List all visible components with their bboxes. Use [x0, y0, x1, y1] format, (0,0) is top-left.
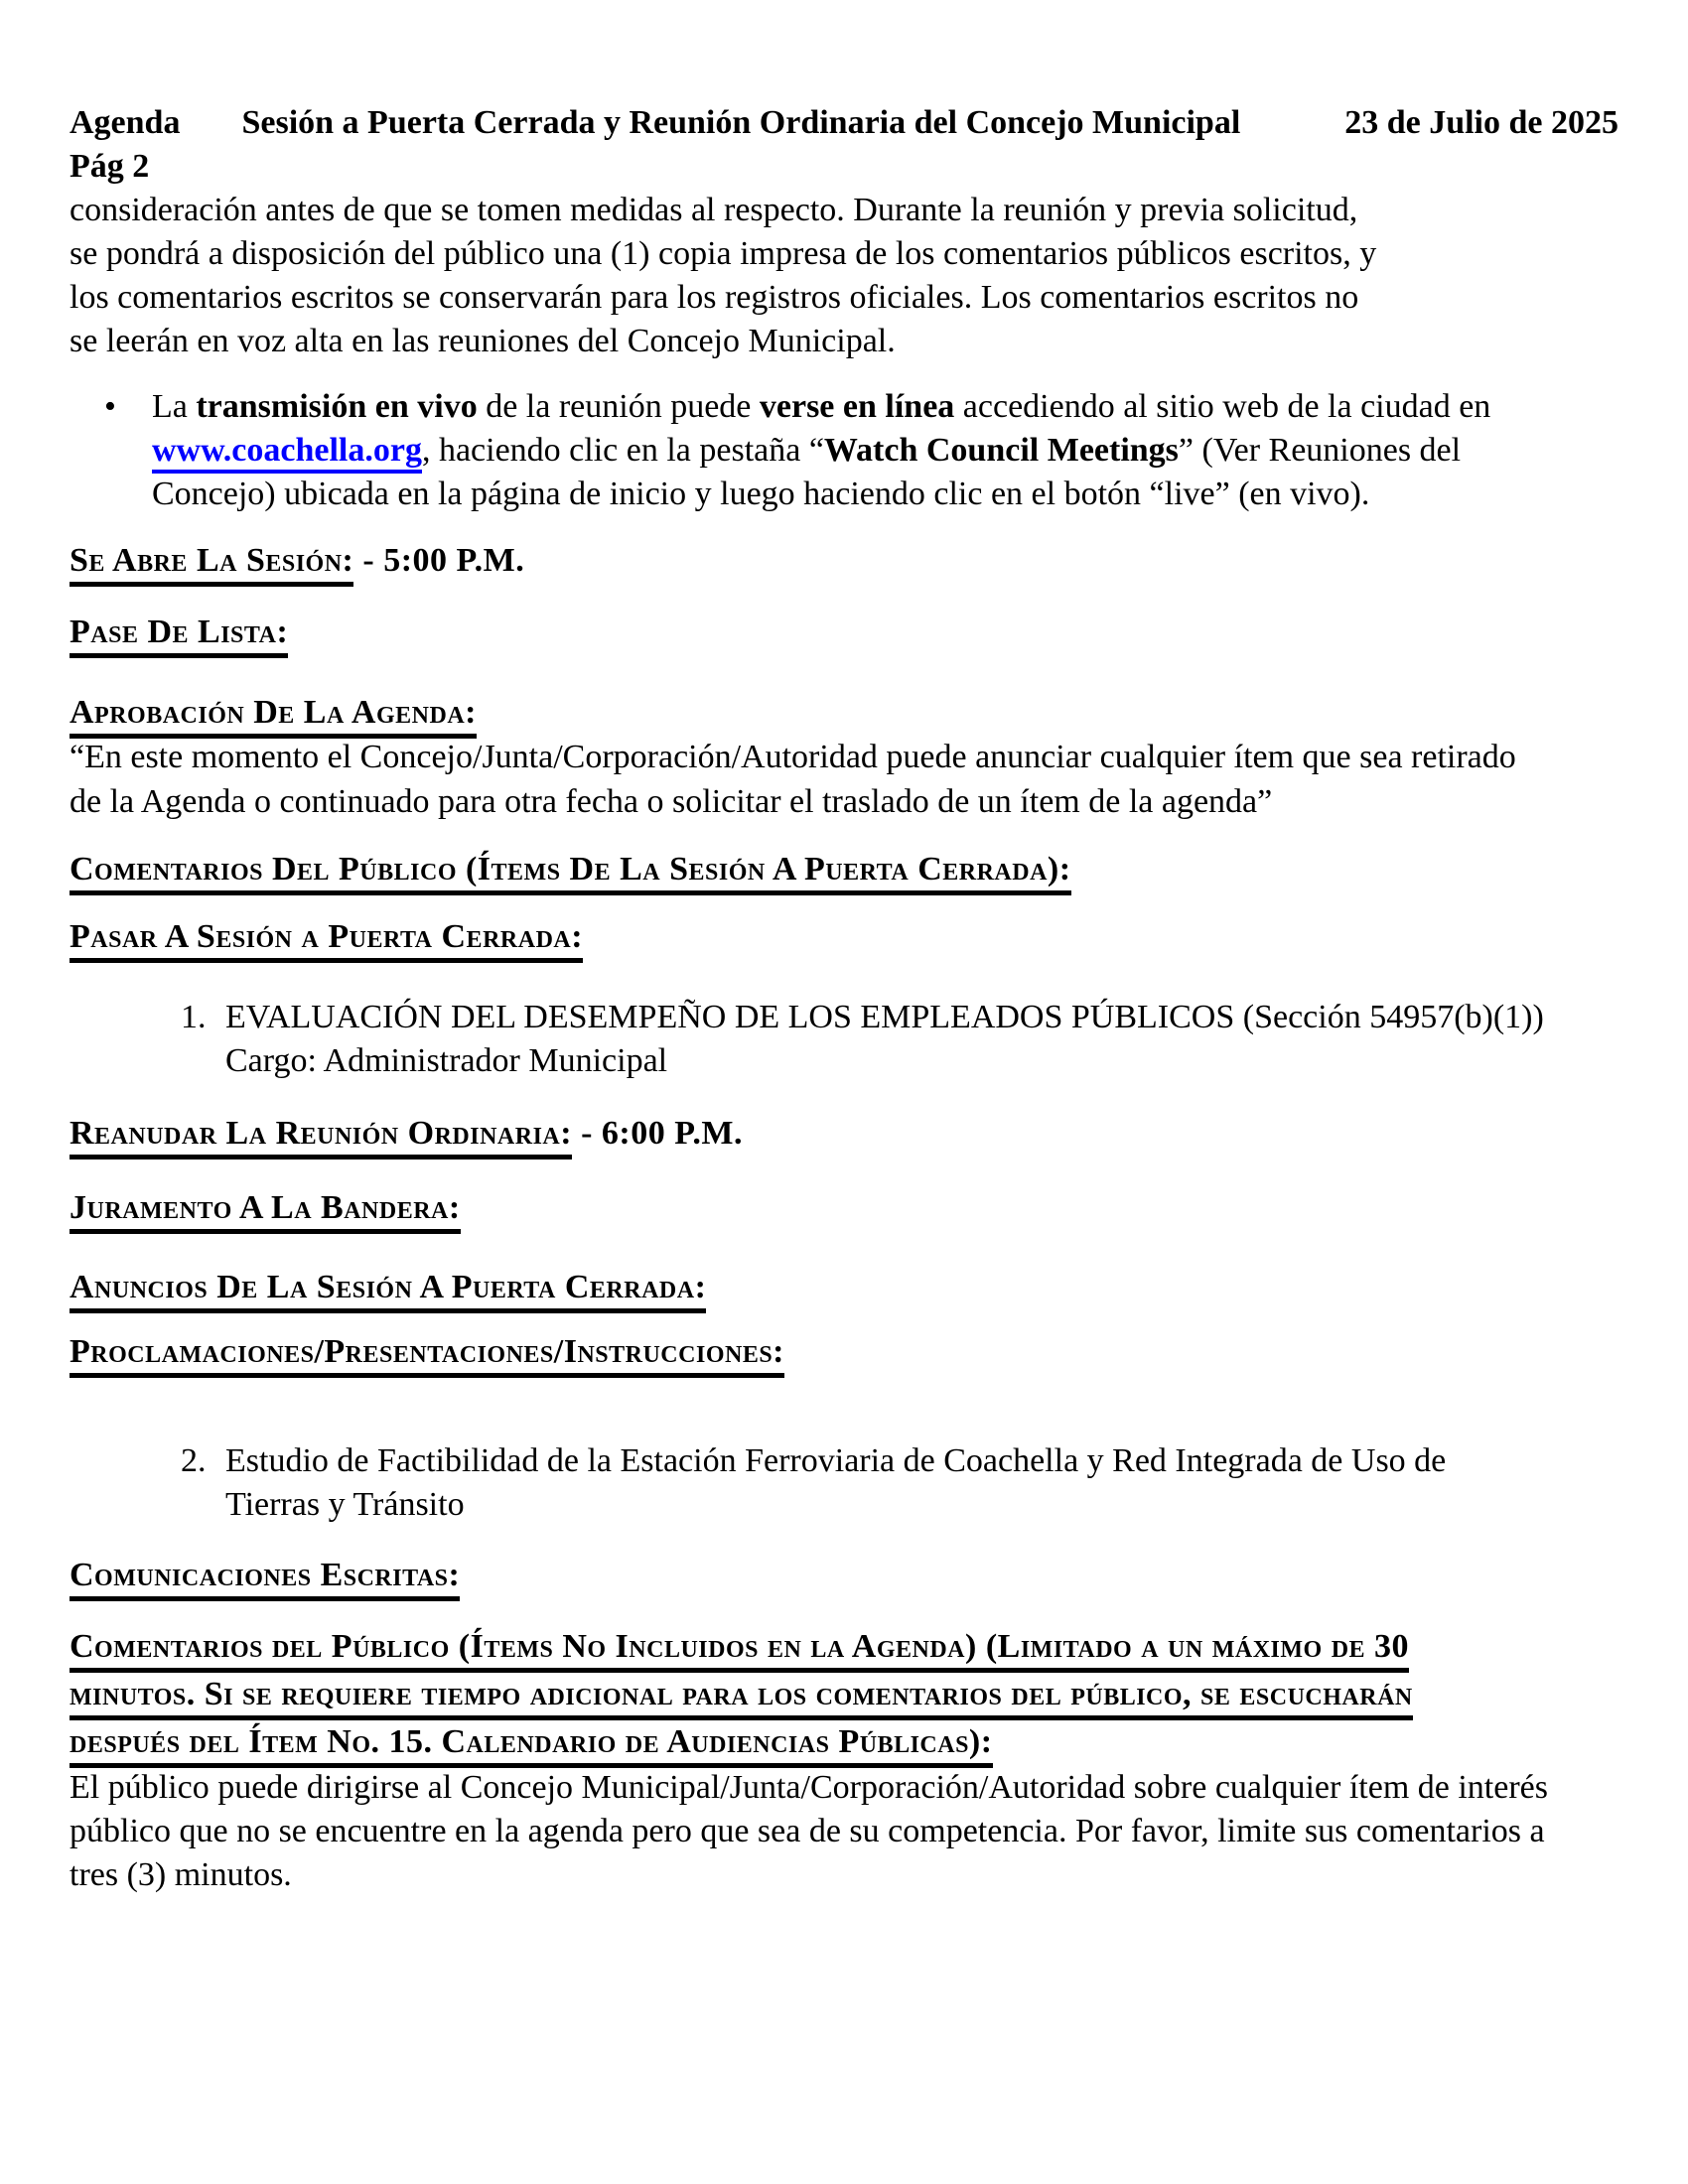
agenda-announcement-quote: “En este momento el Concejo/Junta/Corporación/Autoridad puede anunciar cualquier ítem que sea retirado de la Agenda o continuado para otra fecha o solicitar el traslado de un ítem de la agenda” — [70, 739, 1516, 820]
item-title: Estudio de Factibilidad de la Estación Ferroviaria de Coachella y Red Integrada de Uso de Tierras y Tránsito — [225, 1442, 1447, 1523]
heading-line — [70, 1671, 1618, 1718]
document-header — [70, 101, 1618, 145]
closing-paragraph: El público puede dirigirse al Concejo Municipal/Junta/Corporación/Autoridad sobre cualquier ítem de interés público que no se encuentre en la agenda pero que sea de su competencia. Por favor, limite sus comentarios a tres (3) minutos. — [70, 1769, 1548, 1893]
coachella-website-link[interactable]: www.coachella.org — [152, 432, 422, 474]
page-number-label: Pág 2 — [70, 148, 150, 185]
item-title: EVALUACIÓN DEL DESEMPEÑO DE LOS EMPLEADOS PÚBLICOS (Sección 54957(b)(1)) — [225, 999, 1544, 1035]
item-number: 1. — [181, 999, 207, 1035]
heading-underlined-text: después del Ítem No. 15. Calendario de Audiencias Públicas): — [70, 1723, 993, 1768]
section-heading-juramento-bandera — [70, 1186, 1618, 1230]
intro-paragraph: consideración antes de que se tomen medidas al respecto. Durante la reunión y previa solicitud, se pondrá a disposición del público una (1) copia impresa de los comentarios públicos escritos, y los comentarios escritos se conservarán para los registros oficiales. Los comentarios escritos no se leerán en voz alta en las reuniones del Concejo Municipal. — [70, 192, 1377, 359]
heading-line — [70, 1623, 1618, 1671]
heading-underlined-text: Proclamaciones/Presentaciones/Instrucciones: — [70, 1333, 784, 1378]
item-subtitle: Cargo: Administrador Municipal — [225, 1042, 668, 1079]
text-run: accediendo al sitio web de la ciudad en — [954, 388, 1491, 425]
text-run-bold: verse en línea — [759, 388, 955, 425]
presentation-item-2 — [181, 1439, 1618, 1527]
item-text — [225, 996, 1544, 1083]
section-heading-se-abre-la-sesion — [70, 539, 1618, 583]
bullet-text — [152, 385, 1504, 516]
heading-underlined-text: Aprobación De La Agenda: — [70, 694, 477, 739]
heading-underlined-text: minutos. Si se requiere tiempo adicional para los comentarios del público, se escucharán — [70, 1676, 1413, 1720]
doc-title: Sesión a Puerta Cerrada y Reunión Ordinaria del Concejo Municipal — [241, 104, 1241, 141]
section-heading-anuncios-sesion-cerrada — [70, 1266, 1618, 1309]
section-heading-aprobacion-agenda — [70, 691, 1618, 735]
text-run: La — [152, 388, 197, 425]
heading-underlined-text: Comunicaciones Escritas: — [70, 1557, 460, 1601]
section-heading-comentarios-sesion-cerrada — [70, 848, 1618, 891]
text-run-bold: transmisión en vivo — [196, 388, 478, 425]
closed-session-item-1 — [181, 996, 1618, 1083]
section-heading-pase-de-lista — [70, 611, 1618, 654]
section-heading-reanudar-reunion — [70, 1112, 1618, 1156]
heading-time-suffix: - 6:00 P.M. — [572, 1115, 743, 1152]
bullet-icon: • — [104, 388, 116, 425]
doc-type-label: Agenda — [70, 104, 181, 141]
heading-underlined-text: Comentarios del Público (Ítems No Incluidos en la Agenda) (Limitado a un máximo de 30 — [70, 1628, 1409, 1673]
text-run-bold: Watch Council Meetings — [823, 432, 1179, 469]
heading-underlined-text: Comentarios Del Público (Ítems De La Sesión A Puerta Cerrada): — [70, 851, 1071, 895]
section-heading-pasar-sesion-cerrada — [70, 915, 1618, 959]
text-run: ” (Ver Reuniones del Concejo) ubicada en la página de inicio y luego haciendo clic en el botón “live” (en vivo). — [152, 432, 1462, 512]
heading-underlined-text: Reanudar La Reunión Ordinaria: — [70, 1115, 572, 1160]
heading-time-suffix: - 5:00 P.M. — [353, 542, 525, 579]
text-run: , haciendo clic en la pestaña “ — [421, 432, 824, 469]
bullet-item — [70, 385, 1618, 516]
heading-underlined-text: Se Abre La Sesión: — [70, 542, 353, 587]
section-heading-comentarios-no-agenda — [70, 1623, 1618, 1766]
doc-date: 23 de Julio de 2025 — [1344, 104, 1618, 141]
heading-line — [70, 1718, 1618, 1766]
heading-underlined-text: Pase De Lista: — [70, 614, 288, 658]
heading-underlined-text: Juramento A La Bandera: — [70, 1189, 461, 1234]
item-number: 2. — [181, 1442, 207, 1479]
heading-underlined-text: Pasar A Sesión a Puerta Cerrada: — [70, 918, 583, 963]
heading-underlined-text: Anuncios De La Sesión A Puerta Cerrada: — [70, 1269, 706, 1313]
text-run: de la reunión puede — [477, 388, 760, 425]
section-heading-proclamaciones — [70, 1330, 1618, 1374]
section-heading-comunicaciones-escritas — [70, 1554, 1618, 1597]
